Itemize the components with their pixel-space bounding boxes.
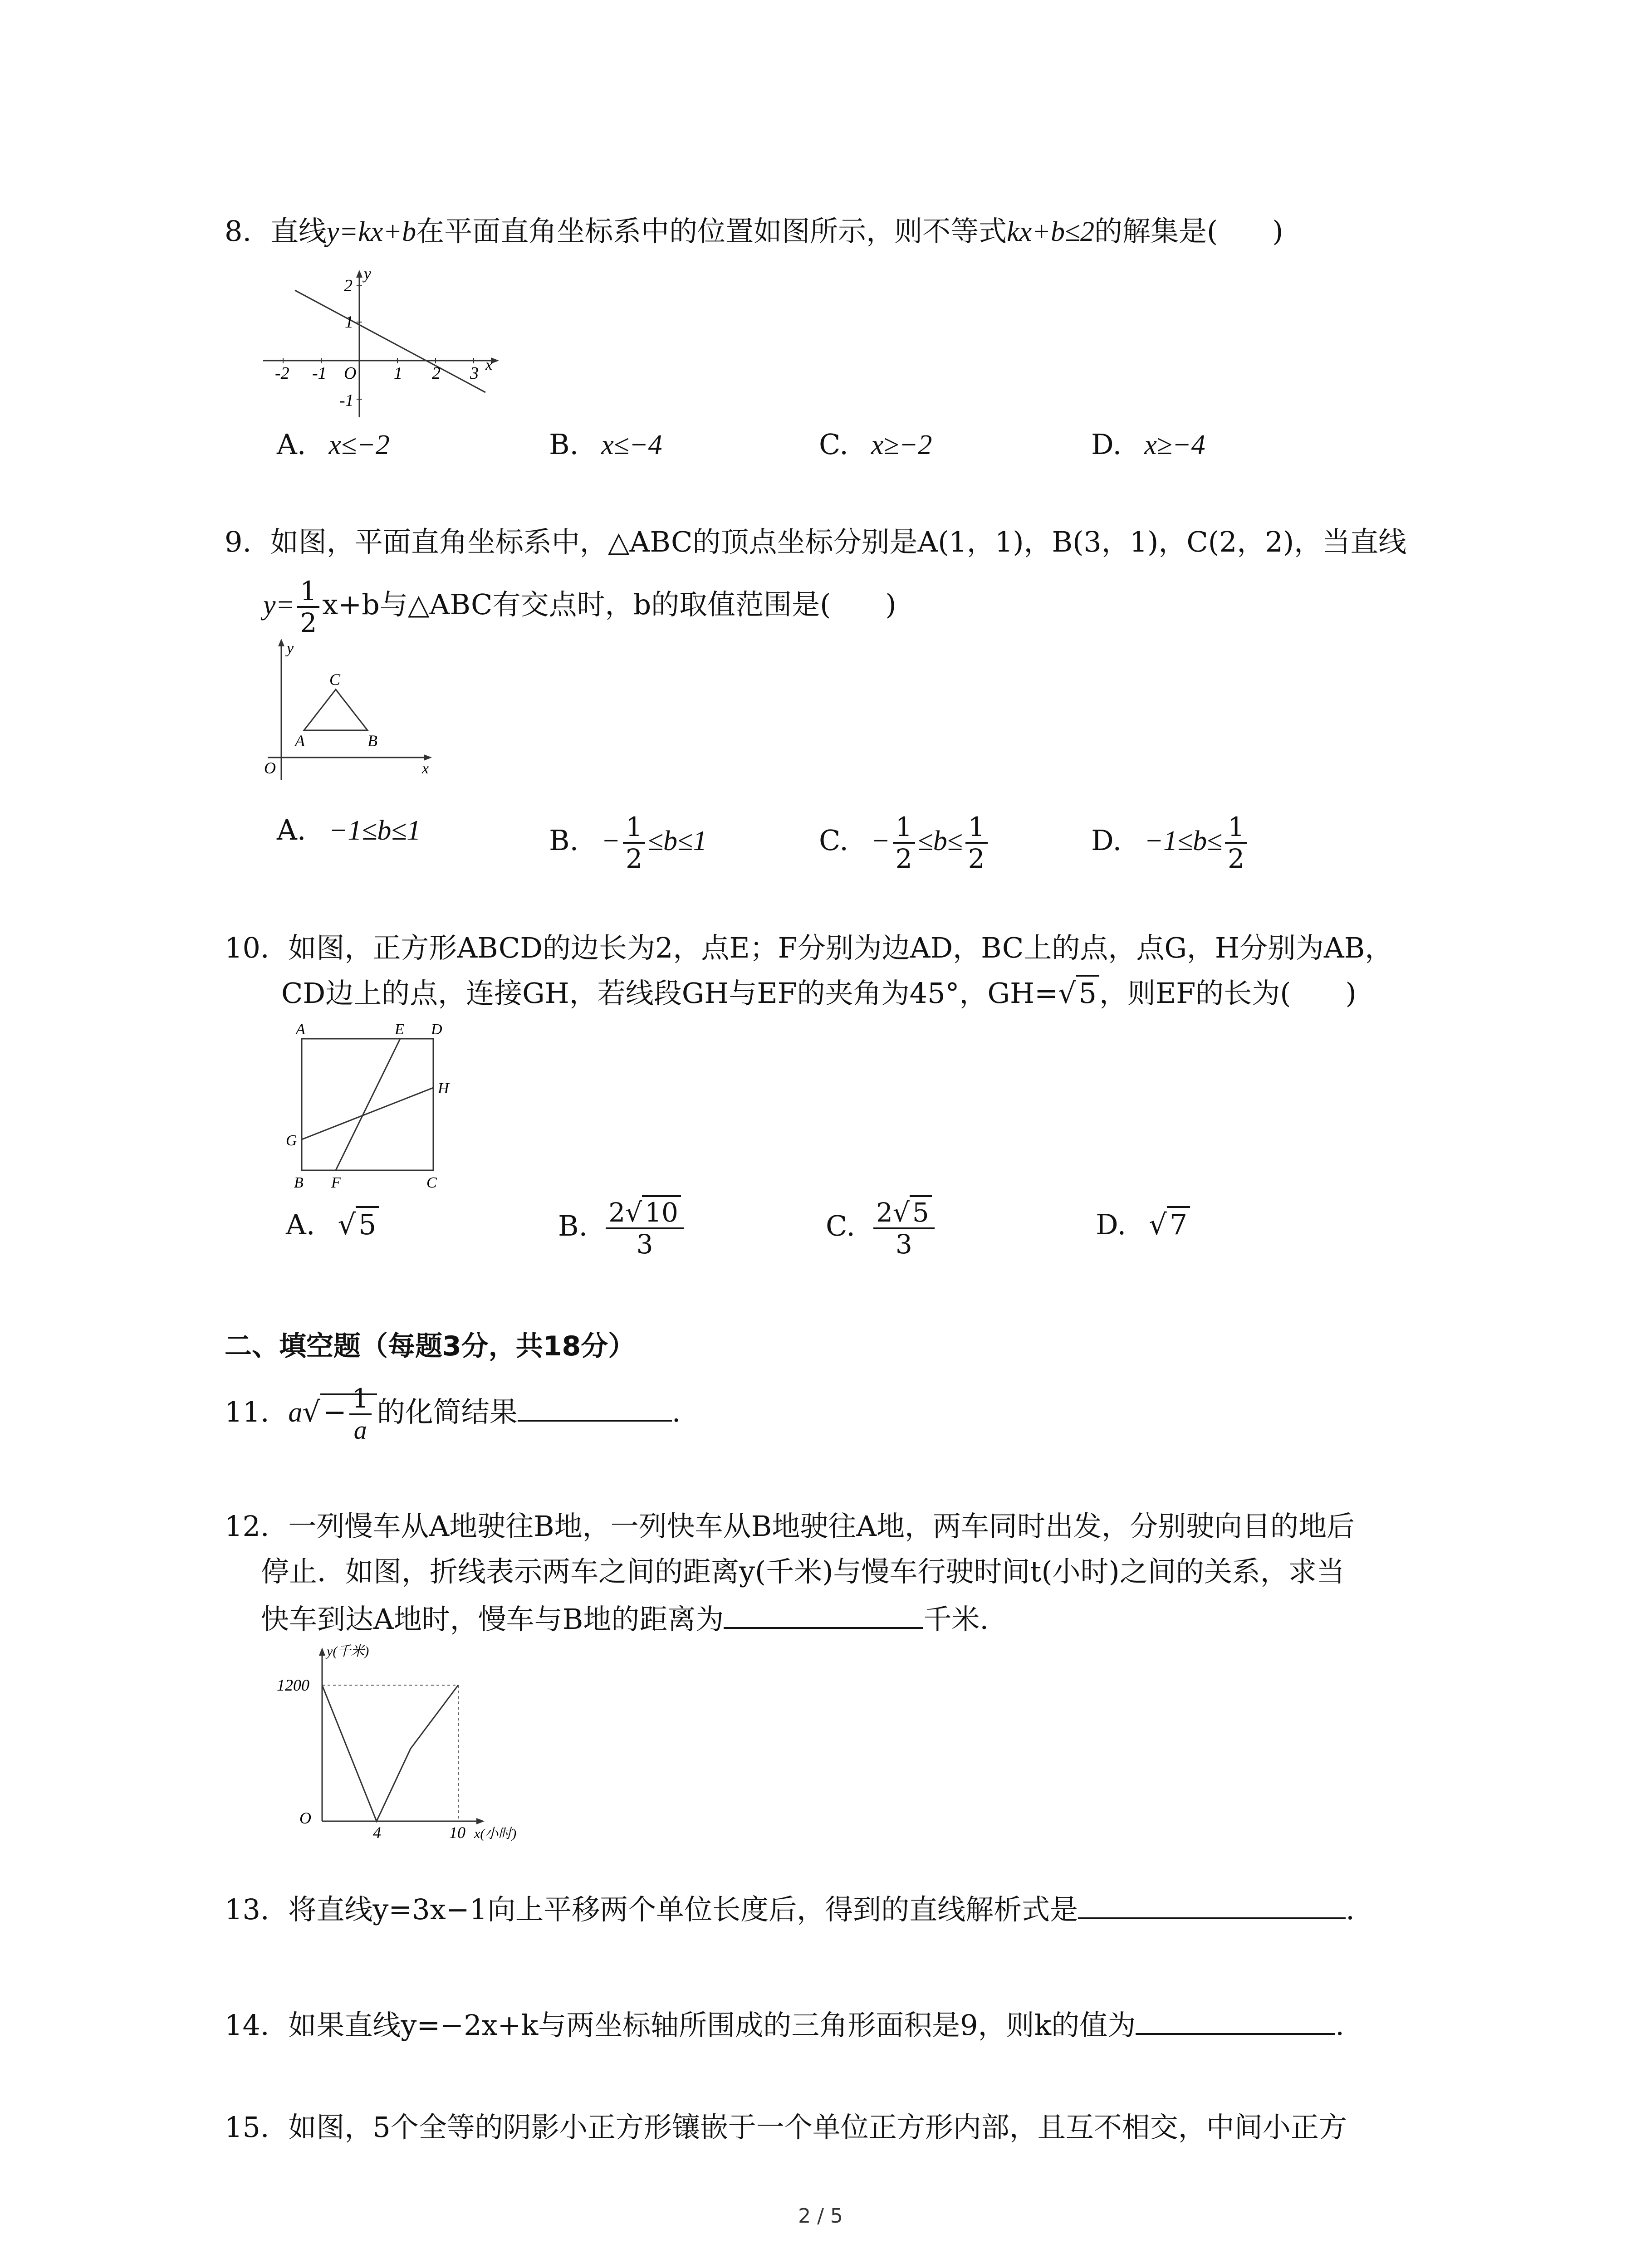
q15-number: 15.: [225, 2111, 269, 2144]
q8-option-b: B. x≤−4: [549, 428, 662, 461]
q8-label-o: O: [344, 364, 357, 383]
q8-label-x: x: [485, 357, 493, 373]
q8-label-xm2: -2: [275, 364, 289, 383]
q10-figure: [281, 1021, 472, 1193]
q8-option-c: C. x≥−2: [819, 428, 932, 461]
q10-label-b: B: [294, 1174, 304, 1191]
q8-option-d: D. x≥−4: [1091, 428, 1205, 461]
q8-option-a: A. x≤−2: [277, 428, 390, 461]
q8-y-arrow: [356, 270, 362, 278]
q12-line2-text: 停止．如图，折线表示两车之间的距离y(千米)与慢车行驶时间t(小时)之间的关系，求当: [261, 1555, 1345, 1588]
q9-option-c: C. − $\frac{1}{2}$ ≤b≤ $\frac{1}{2}$: [819, 812, 990, 874]
q13-text: 将直线y=3x−1向上平移两个单位长度后，得到的直线解析式是: [288, 1893, 1078, 1926]
q8-text-b: 在平面直角坐标系中的位置如图所示，则不等式: [416, 215, 1007, 248]
q12-graph-line: [322, 1685, 458, 1821]
q11-number: 11.: [225, 1395, 269, 1429]
q10-sqrt: √5: [1058, 975, 1099, 1012]
section-heading: 二、填空题（每题3分，共18分）: [225, 1330, 636, 1362]
q8-answer-paren: ): [1272, 215, 1283, 248]
q8-label-tm1: -1: [339, 391, 354, 410]
q9-label-c: C: [329, 670, 341, 689]
q8-number: 8.: [225, 215, 252, 248]
q10-line2-text-a: CD边上的点，连接GH，若线段GH与EF的夹角为45°，GH=: [281, 977, 1058, 1010]
q12-answer-blank[interactable]: [724, 1599, 923, 1629]
q10-number: 10.: [225, 931, 269, 964]
q11-line: 11. a√− $\frac{1}{a}$ 的化简结果 .: [225, 1383, 681, 1445]
q9-line2-text: x+b与△ABC有交点时，b的取值范围是(: [322, 588, 831, 621]
q9-label-a: A: [295, 732, 305, 750]
q12-origin: O: [299, 1809, 311, 1827]
q14-line: 14. 如果直线y=−2x+k与两坐标轴所围成的三角形面积是9，则k的值为 .: [225, 2005, 1344, 2043]
q14-number: 14.: [225, 2009, 269, 2042]
q9-label-b: B: [367, 732, 377, 750]
q12-chart: [272, 1642, 563, 1842]
q8-text-a: 直线: [270, 215, 327, 248]
q8-label-t2: 2: [344, 276, 353, 295]
q9-label-x: x: [422, 760, 429, 777]
q10-label-a: A: [296, 1021, 305, 1038]
q12-ylabel: y(千米): [327, 1644, 369, 1659]
q10-label-d: D: [431, 1021, 442, 1038]
q9-line2: [263, 576, 896, 638]
q12-tick-4: 4: [373, 1823, 381, 1842]
q8-label-y: y: [364, 268, 371, 283]
q11-sqrt: √− $\frac{1}{a}$: [302, 1383, 377, 1445]
q13-line: 13. 将直线y=3x−1向上平移两个单位长度后，得到的直线解析式是 .: [225, 1889, 1355, 1928]
q13-number: 13.: [225, 1893, 269, 1926]
q14-text: 如果直线y=−2x+k与两坐标轴所围成的三角形面积是9，则k的值为: [288, 2009, 1136, 2042]
page-number: 2 / 5: [798, 2204, 843, 2228]
q8-figure: [259, 268, 504, 422]
q9-number: 9.: [225, 525, 252, 558]
q12-xlabel: x(小时): [474, 1826, 517, 1841]
q10-option-a: A. √5: [286, 1207, 379, 1243]
q13-answer-blank[interactable]: [1078, 1889, 1346, 1919]
q11-answer-blank[interactable]: [518, 1392, 672, 1422]
q9-answer-paren: ): [885, 588, 896, 621]
q8-label-x2: 2: [432, 364, 441, 383]
q11-text: 的化简结果: [377, 1395, 518, 1429]
q10-option-d: D. √7: [1096, 1207, 1190, 1243]
q15-line: [225, 2109, 1347, 2146]
q12-line2: [261, 1554, 1345, 1590]
q10-line2-text-b: ，则EF的长为(: [1099, 977, 1291, 1010]
q10-label-c: C: [426, 1174, 437, 1191]
q10-label-e: E: [395, 1021, 404, 1038]
q8-text-c: 的解集是(: [1094, 215, 1218, 248]
q8-label-x1: 1: [394, 364, 402, 383]
q12-line3-text: 快车到达A地时，慢车与B地的距离为: [261, 1603, 724, 1636]
q9-y-eq: y=: [263, 590, 295, 621]
q9-label-o: O: [264, 759, 276, 777]
q10-line1: [225, 930, 1393, 966]
q10-segment-gh: [302, 1088, 433, 1139]
q12-line1: [225, 1508, 1355, 1545]
q8-inequality: kx+b≤2: [1007, 216, 1095, 247]
q9-label-y: y: [287, 640, 294, 657]
q8-line: [225, 213, 1283, 250]
q12-number: 12.: [225, 1510, 269, 1543]
q9-fraction: $\frac{1}{2}$: [297, 576, 319, 638]
q10-label-g: G: [286, 1132, 297, 1149]
q8-label-xm1: -1: [312, 364, 327, 383]
q14-answer-blank[interactable]: [1136, 2005, 1335, 2035]
q10-label-h: H: [438, 1080, 449, 1097]
q9-figure: [254, 635, 445, 789]
q10-label-f: F: [331, 1174, 341, 1191]
q10-option-c: C. $\frac{2√ 5}{3}$: [826, 1198, 937, 1259]
q9-option-d: D. −1≤b≤ $\frac{1}{2}$: [1091, 812, 1250, 874]
q12-line1-text: 一列慢车从A地驶往B地，一列快车从B地驶往A地，两车同时出发，分别驶向目的地后: [288, 1510, 1355, 1543]
q9-option-b: B. − $\frac{1}{2}$ ≤b≤1: [549, 811, 707, 874]
q11-a: a: [288, 1397, 303, 1428]
q9-line1-text: 如图，平面直角坐标系中，△ABC的顶点坐标分别是A(1，1)，B(3，1)，C(2，2)，当直线: [270, 525, 1407, 558]
q8-equation: y=kx+b: [326, 216, 416, 247]
q9-option-a: A. −1≤b≤1: [277, 813, 421, 846]
q10-option-b: B. $\frac{2√ 10}{3}$: [558, 1198, 686, 1259]
q10-line2: [281, 975, 1357, 1012]
q10-answer-paren: ): [1345, 977, 1357, 1010]
q10-line1-text: 如图，正方形ABCD的边长为2，点E；F分别为边AD，BC上的点，点G，H分别为AB，: [288, 931, 1393, 964]
q12-line3: 快车到达A地时，慢车与B地的距离为 千米.: [261, 1599, 989, 1637]
q9-triangle: [304, 689, 367, 730]
q8-label-x3: 3: [470, 364, 479, 383]
q9-line1: [225, 524, 1406, 560]
q12-tick-1200: 1200: [277, 1676, 309, 1694]
q8-label-t1: 1: [345, 313, 353, 332]
q12-tick-10: 10: [449, 1823, 465, 1842]
q15-text: 如图，5个全等的阴影小正方形镶嵌于一个单位正方形内部，且互不相交，中间小正方: [288, 2111, 1347, 2144]
